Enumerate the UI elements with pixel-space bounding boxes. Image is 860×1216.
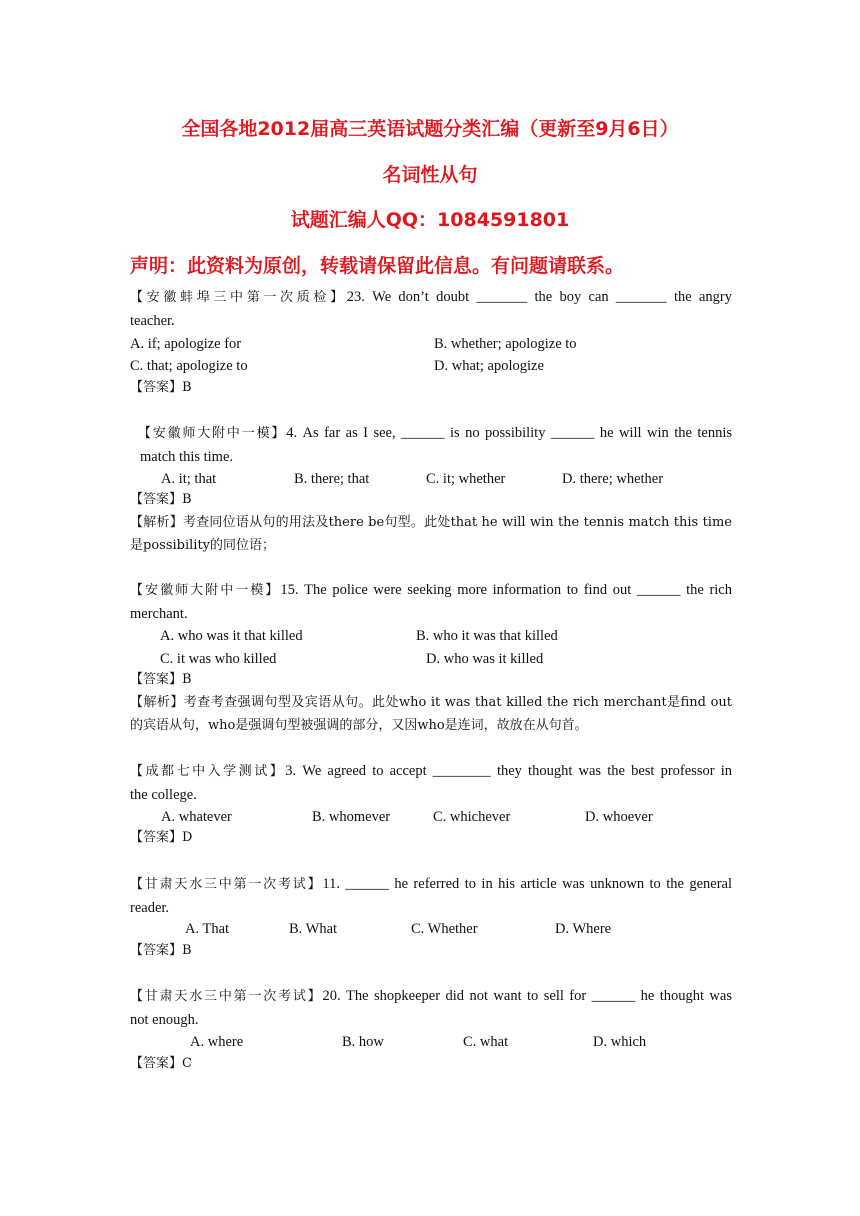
document-title: 全国各地2012届高三英语试题分类汇编（更新至9月6日） — [181, 118, 679, 140]
question-source: 【安徽师大附中一模】 — [138, 426, 287, 441]
option-c: C. whichever — [433, 809, 511, 825]
answer: 【答案】B — [130, 672, 192, 687]
question-source: 【安徽师大附中一模】 — [130, 583, 281, 598]
answer: 【答案】D — [130, 830, 193, 845]
question-stem-cont: the college. — [130, 787, 197, 803]
option-a: A. whatever — [161, 809, 232, 825]
question-stem: 【甘肃天水三中第一次考试】11. ______ he referred to in his article was unknown to the general — [130, 876, 732, 892]
analysis-cont: 的宾语从句，who是强调句型被强调的部分，又因who是连词，故放在从句首。 — [130, 718, 588, 733]
option-a: A. who was it that killed — [160, 628, 303, 644]
option-c: C. it; whether — [426, 471, 506, 487]
analysis: 【解析】考查同位语从句的用法及there be句型。此处that he will win the tennis match this time — [130, 515, 732, 530]
option-c: C. Whether — [411, 921, 478, 937]
option-b: B. whomever — [312, 809, 391, 825]
option-d: D. what; apologize — [434, 358, 544, 374]
question-stem: 【甘肃天水三中第一次考试】20. The shopkeeper did not want to sell for ______ he thought was — [130, 988, 732, 1004]
question-source: 【甘肃天水三中第一次考试】 — [130, 877, 323, 892]
question-source: 【甘肃天水三中第一次考试】 — [130, 989, 323, 1004]
option-d: D. there; whether — [562, 471, 664, 487]
option-c: C. what — [463, 1034, 509, 1050]
analysis-cont: 是possibility的同位语； — [130, 538, 276, 553]
option-b: B. how — [342, 1034, 384, 1050]
question-stem: 【安徽师大附中一模】4. As far as I see, ______ is no possibility ______ he will win the tennis — [138, 425, 732, 441]
option-a: A. where — [190, 1034, 244, 1050]
analysis: 【解析】考查考查强调句型及宾语从句。此处who it was that killed the rich merchant是find out — [130, 695, 732, 710]
option-d: D. whoever — [585, 809, 653, 825]
question-stem-cont: teacher. — [130, 313, 175, 329]
document-subtitle: 名词性从句 — [382, 164, 478, 186]
option-b: B. whether; apologize to — [434, 336, 577, 352]
answer: 【答案】B — [130, 380, 192, 395]
question-stem-cont: not enough. — [130, 1012, 199, 1028]
option-c: C. it was who killed — [160, 651, 277, 667]
option-d: D. who was it killed — [426, 651, 544, 667]
option-d: D. which — [593, 1034, 647, 1050]
option-a: A. if; apologize for — [130, 336, 242, 352]
option-b: B. What — [289, 921, 338, 937]
copyright-notice: 声明：此资料为原创，转载请保留此信息。有问题请联系。 — [130, 255, 625, 277]
answer: 【答案】C — [130, 1056, 192, 1071]
question-stem-cont: match this time. — [140, 449, 234, 465]
answer: 【答案】B — [130, 943, 192, 958]
option-a: A. That — [185, 921, 230, 937]
question-stem: 【安徽蚌埠三中第一次质检】23. We don’t doubt _______ the boy can _______ the angry — [130, 289, 732, 305]
question-source: 【安徽蚌埠三中第一次质检】 — [130, 290, 347, 305]
question-stem-cont: reader. — [130, 900, 170, 916]
question-source: 【成都七中入学测试】 — [130, 764, 286, 779]
option-d: D. Where — [555, 921, 612, 937]
option-a: A. it; that — [161, 471, 217, 487]
question-stem-cont: merchant. — [130, 606, 188, 622]
option-c: C. that; apologize to — [130, 358, 248, 374]
question-stem: 【成都七中入学测试】3. We agreed to accept ________ they thought was the best professor in — [130, 763, 732, 779]
compiler-info: 试题汇编人QQ：1084591801 — [290, 209, 570, 231]
option-b: B. who it was that killed — [416, 628, 558, 644]
answer: 【答案】B — [130, 492, 192, 507]
option-b: B. there; that — [294, 471, 370, 487]
question-stem: 【安徽师大附中一模】15. The police were seeking more information to find out ______ the rich — [130, 582, 732, 598]
